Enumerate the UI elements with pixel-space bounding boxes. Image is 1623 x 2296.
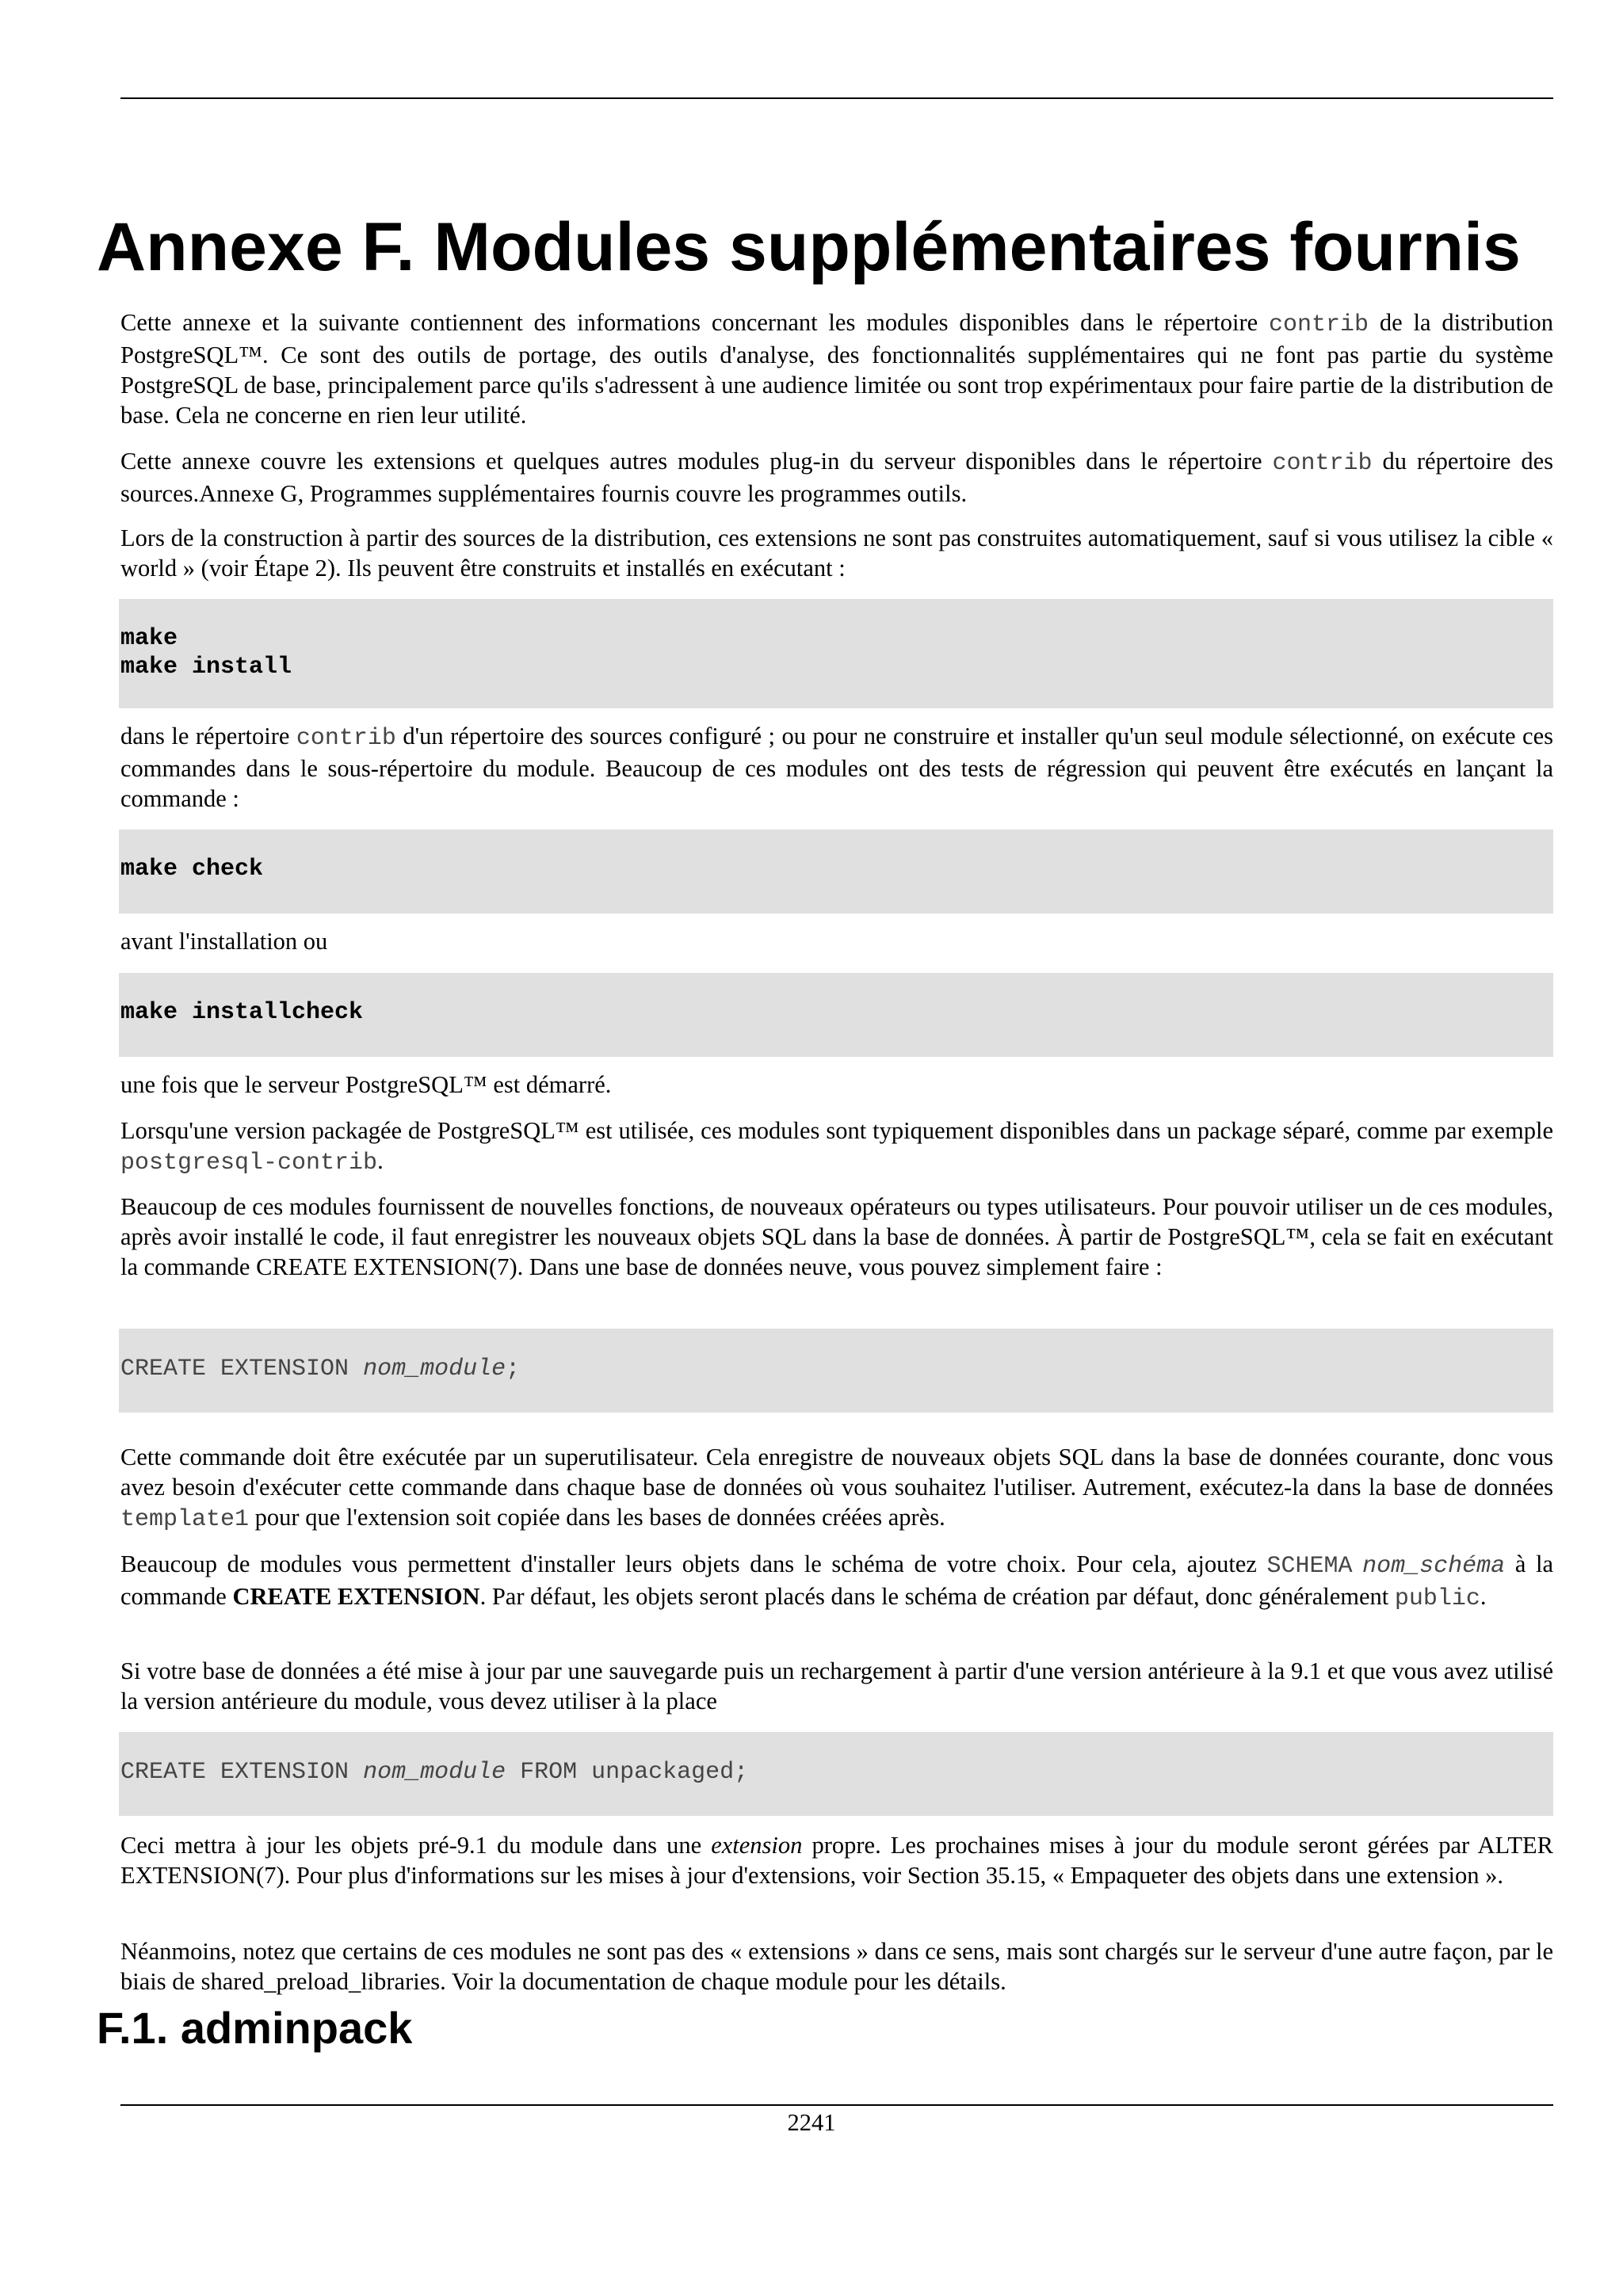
paragraph-shared-preload: Néanmoins, notez que certains de ces modules ne sont pas des « extensions » dans ce sens, mais sont chargés sur le serveur d'une autre façon, par le biais de shared_preload_libraries. Voir la documentation de chaque module pour les détails. — [120, 1938, 1553, 1995]
page-number: 2241 — [787, 2109, 836, 2136]
code-block-make-check: make check — [119, 830, 1553, 913]
paragraph-schema: Beaucoup de modules vous permettent d'installer leurs objets dans le schéma de votre choix. Pour cela, ajoutez SCHEMA nom_schéma à la commande CREATE EXTENSION. Par défaut, les objets seront placés dans le schéma de création par défaut, donc généralement public. — [120, 1550, 1553, 1612]
section-title: F.1. adminpack — [97, 2003, 413, 2053]
paragraph-build: Lors de la construction à partir des sources de la distribution, ces extensions ne sont pas construites automatiquement, sauf si vous utilisez la cible « world » (voir Étape 2). Ils peuvent être construits et installés en exécutant : — [120, 524, 1553, 582]
paragraph-update-objects: Ceci mettra à jour les objets pré-9.1 du module dans une extension propre. Les prochaines mises à jour du module seront gérées par ALTER EXTENSION(7). Pour plus d'informations sur les mises à jour d'extensions, voir Section 35.15, « Empaqueter des objets dans une extension ». — [120, 1832, 1553, 1889]
paragraph-contrib-dir: dans le répertoire contrib d'un répertoire des sources configuré ; ou pour ne construire et installer qu'un seul module sélectionné, on exécute ces commandes dans le sous-répertoire du module. Beaucoup de ces modules ont des tests de régression qui peuvent être exécutés en lançant la commande : — [120, 723, 1554, 812]
paragraph-superuser: Cette commande doit être exécutée par un superutilisateur. Cela enregistre de nouveaux objets SQL dans la base de données courante, donc vous avez besoin d'exécuter cette commande dans chaque base de données où vous souhaitez l'utiliser. Autrement, exécutez-la dans la base de données template1 pour que l'extension soit copiée dans les bases de données créées après. — [120, 1444, 1553, 1533]
footer-rule — [120, 2104, 1553, 2106]
code-line: make — [120, 625, 178, 652]
paragraph-server-started: une fois que le serveur PostgreSQL™ est démarré. — [120, 1071, 612, 1098]
header-rule — [120, 97, 1553, 99]
code-line: make install — [120, 654, 292, 681]
paragraph-intro: Cette annexe et la suivante contiennent des informations concernant les modules disponibles dans le répertoire contrib de la distribution PostgreSQL™. Ce sont des outils de portage, des outils d'analyse, des fonctionnalités supplémentaires qui ne font pas partie du système PostgreSQL de base, principalement parce qu'ils s'adressent à une audience limitée ou sont trop expérimentaux pour faire partie de la distribution de base. Cela ne concerne en rien leur utilité. — [120, 309, 1553, 429]
paragraph-scope: Cette annexe couvre les extensions et quelques autres modules plug-in du serveur disponibles dans le répertoire contrib du répertoire des sources.Annexe G, Programmes supplémentaires fournis couvre les programmes outils. — [120, 448, 1554, 507]
code-block-make-installcheck: make installcheck — [119, 973, 1553, 1057]
paragraph-create-extension: Beaucoup de ces modules fournissent de nouvelles fonctions, de nouveaux opérateurs ou types utilisateurs. Pour pouvoir utiliser un de ces modules, après avoir installé le code, il faut enregistrer les nouveaux objets SQL dans la base de données. À partir de PostgreSQL™, cela se fait en exécutant la commande CREATE EXTENSION(7). Dans une base de données neuve, vous pouvez simplement faire : — [120, 1193, 1553, 1280]
paragraph-upgrade: Si votre base de données a été mise à jour par une sauvegarde puis un rechargement à partir d'une version antérieure à la 9.1 et que vous avez utilisé la version antérieure du module, vous devez utiliser à la place — [120, 1657, 1553, 1714]
code-block-create-extension: CREATE EXTENSION nom_module; — [119, 1329, 1553, 1413]
page-title: Annexe F. Modules supplémentaires fournis — [97, 209, 1521, 285]
code-block-create-extension-unpackaged: CREATE EXTENSION nom_module FROM unpackaged; — [119, 1732, 1553, 1816]
code-block-make-install — [119, 599, 1553, 708]
paragraph-packaged: Lorsqu'une version packagée de PostgreSQL™ est utilisée, ces modules sont typiquement disponibles dans un package séparé, comme par exemple postgresql-contrib. — [120, 1117, 1553, 1177]
paragraph-before-install: avant l'installation ou — [120, 928, 328, 955]
